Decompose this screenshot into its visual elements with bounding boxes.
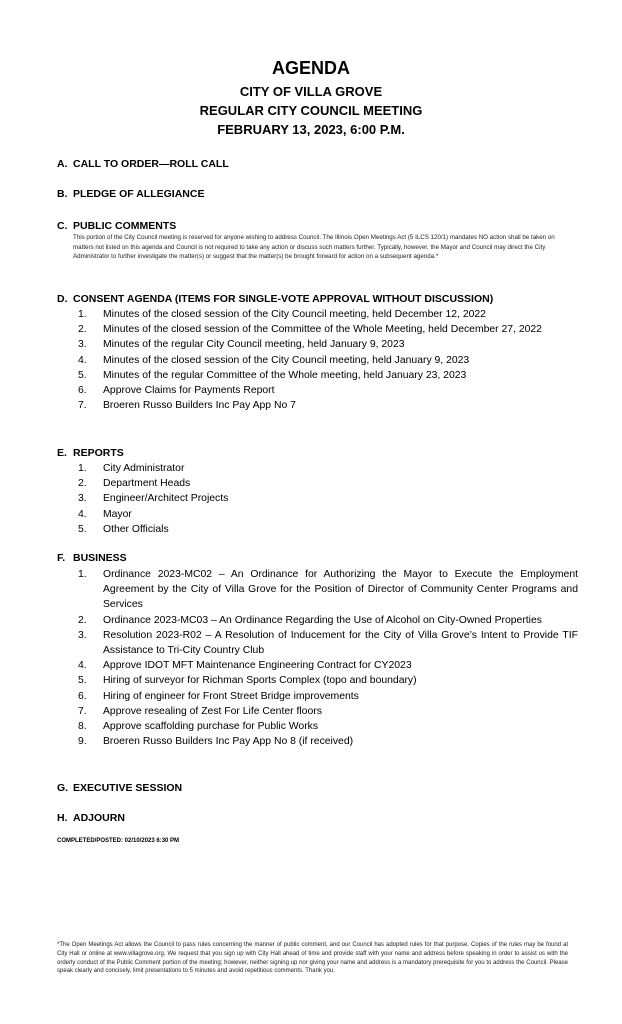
- item-number: 3.: [78, 339, 87, 351]
- list-item: [78, 368, 578, 383]
- list-item: [78, 307, 578, 322]
- list-item: [78, 719, 578, 734]
- list-item: [78, 461, 578, 476]
- item-number: 5.: [78, 523, 87, 535]
- section-adjourn: [57, 812, 125, 824]
- list-item: [78, 398, 578, 413]
- list-item: [78, 322, 578, 337]
- item-text: City Administrator: [103, 463, 185, 474]
- item-number: 7.: [78, 705, 87, 717]
- section-letter: C.: [57, 220, 68, 232]
- section-call-to-order: [57, 158, 229, 170]
- item-text: Other Officials: [103, 523, 169, 535]
- section-title: REPORTS: [73, 447, 124, 459]
- item-text: Broeren Russo Builders Inc Pay App No 8 (if received): [103, 736, 354, 748]
- item-number: 6.: [78, 690, 87, 702]
- item-text: Broeren Russo Builders Inc Pay App No 7: [103, 400, 296, 412]
- section-title: CALL TO ORDER—ROLL CALL: [73, 158, 229, 170]
- list-item: [78, 491, 578, 506]
- section-letter: F.: [57, 552, 66, 564]
- consent-agenda-list: [78, 307, 578, 413]
- section-letter: D.: [57, 293, 68, 305]
- item-text: Approve Claims for Payments Report: [103, 385, 275, 397]
- item-text: Approve resealing of Zest For Life Center floors: [103, 705, 322, 717]
- list-item: [78, 628, 578, 658]
- section-reports: [57, 447, 124, 459]
- item-text: Ordinance 2023-MC02 – An Ordinance for Authorizing the Mayor to Execute the Employment Agreement by the City of Villa Grove for the Position of Director of Community Center Programs and Services: [103, 569, 578, 611]
- item-text: Hiring of surveyor for Richman Sports Complex (topo and boundary): [103, 675, 417, 687]
- item-number: 4.: [78, 508, 87, 520]
- section-executive-session: [57, 782, 182, 794]
- item-text: Minutes of the regular Committee of the Whole meeting, held January 23, 2023: [103, 369, 467, 381]
- footer-note: *The Open Meetings Act allows the Council to pass rules concerning the manner of public comment, and our Council has adopted rules for that purpose. Copies of the rules may be found at City Hall or online at www.villagrove.org. We request that you sign up with City Hall ahead of time and provide staff with your name and address before speaking in order to assist us with the orderly conduct of the Public Comment portion of the meeting; however, neither signing up nor giving your name and address is a mandatory prerequisite for you to address the Council. Please speak clearly and concisely, limit presentations to 5 minutes and avoid repetitious comments. Thank you.: [57, 942, 568, 975]
- section-title: CONSENT AGENDA (ITEMS FOR SINGLE-VOTE APPROVAL WITHOUT DISCUSSION): [73, 293, 494, 305]
- item-number: 2.: [78, 614, 87, 626]
- item-text: Minutes of the closed session of the City Council meeting, held January 9, 2023: [103, 354, 470, 366]
- item-text: Minutes of the closed session of the City Council meeting, held December 12, 2022: [103, 309, 486, 320]
- list-item: [78, 353, 578, 368]
- section-title: BUSINESS: [73, 552, 127, 564]
- item-number: 1.: [78, 309, 87, 320]
- item-text: Minutes of the closed session of the Committee of the Whole Meeting, held December 27, 2022: [103, 324, 542, 336]
- agenda-header: [0, 58, 622, 139]
- business-list: [78, 567, 578, 749]
- item-number: 7.: [78, 400, 87, 412]
- section-letter: B.: [57, 188, 68, 200]
- item-text: Resolution 2023-R02 – A Resolution of Inducement for the City of Villa Grove’s Intent to Provide TIF Assistance to Tri-City Country Club: [103, 629, 578, 657]
- list-item: [78, 734, 578, 749]
- section-public-comments: [57, 220, 176, 232]
- list-item: [78, 476, 578, 491]
- list-item: [78, 613, 578, 628]
- list-item: [78, 383, 578, 398]
- section-letter: H.: [57, 812, 68, 824]
- item-text: Minutes of the regular City Council meeting, held January 9, 2023: [103, 339, 405, 351]
- item-number: 3.: [78, 629, 87, 641]
- list-item: [78, 337, 578, 352]
- item-number: 4.: [78, 660, 87, 672]
- section-title: ADJOURN: [73, 812, 125, 824]
- item-number: 5.: [78, 369, 87, 381]
- list-item: [78, 704, 578, 719]
- public-comments-note: This portion of the City Council meeting is reserved for anyone wishing to address Council. The Illinois Open Meetings Act (5 ILCS 120/1) mandates NO action shall be taken on matters not listed on this agenda and Council is not required to take any action or discuss such matters further. Typically, however, the Mayor and Council may direct the City Administrator to further investigate the matter(s) or suggest that the matter(s) be brought forward for action on a subsequent agenda.*: [73, 234, 555, 260]
- reports-list: [78, 461, 578, 537]
- item-number: 6.: [78, 385, 87, 397]
- item-number: 1.: [78, 569, 87, 580]
- posted-timestamp: COMPLETED/POSTED: 02/10/2023 6:30 PM: [57, 838, 180, 844]
- item-text: Approve IDOT MFT Maintenance Engineering Contract for CY2023: [103, 660, 412, 672]
- item-text: Hiring of engineer for Front Street Bridge improvements: [103, 690, 359, 702]
- meeting-type: REGULAR CITY COUNCIL MEETING: [199, 103, 423, 118]
- list-item: [78, 567, 578, 613]
- item-text: Approve scaffolding purchase for Public Works: [103, 721, 319, 733]
- section-letter: E.: [57, 447, 67, 459]
- item-text: Department Heads: [103, 478, 191, 490]
- section-letter: G.: [57, 782, 69, 794]
- list-item: [78, 658, 578, 673]
- list-item: [78, 507, 578, 522]
- item-number: 1.: [78, 463, 87, 474]
- item-number: 5.: [78, 675, 87, 687]
- item-text: Engineer/Architect Projects: [103, 493, 229, 505]
- section-pledge: [57, 188, 204, 200]
- item-number: 2.: [78, 324, 87, 336]
- section-consent-agenda: [57, 293, 493, 305]
- meeting-date: FEBRUARY 13, 2023, 6:00 P.M.: [217, 122, 405, 137]
- city-name: CITY OF VILLA GROVE: [239, 84, 383, 99]
- section-title: EXECUTIVE SESSION: [73, 782, 183, 794]
- section-letter: A.: [57, 158, 68, 170]
- item-number: 2.: [78, 478, 87, 490]
- item-number: 3.: [78, 493, 87, 505]
- item-number: 8.: [78, 721, 87, 733]
- list-item: [78, 522, 578, 537]
- section-title: PUBLIC COMMENTS: [73, 220, 177, 232]
- item-number: 9.: [78, 736, 87, 748]
- section-business: [57, 552, 127, 564]
- page-title: AGENDA: [271, 58, 350, 78]
- item-text: Ordinance 2023-MC03 – An Ordinance Regarding the Use of Alcohol on City-Owned Properties: [103, 614, 542, 626]
- list-item: [78, 673, 578, 688]
- item-text: Mayor: [103, 508, 132, 520]
- section-title: PLEDGE OF ALLEGIANCE: [73, 188, 205, 200]
- item-number: 4.: [78, 354, 87, 366]
- list-item: [78, 689, 578, 704]
